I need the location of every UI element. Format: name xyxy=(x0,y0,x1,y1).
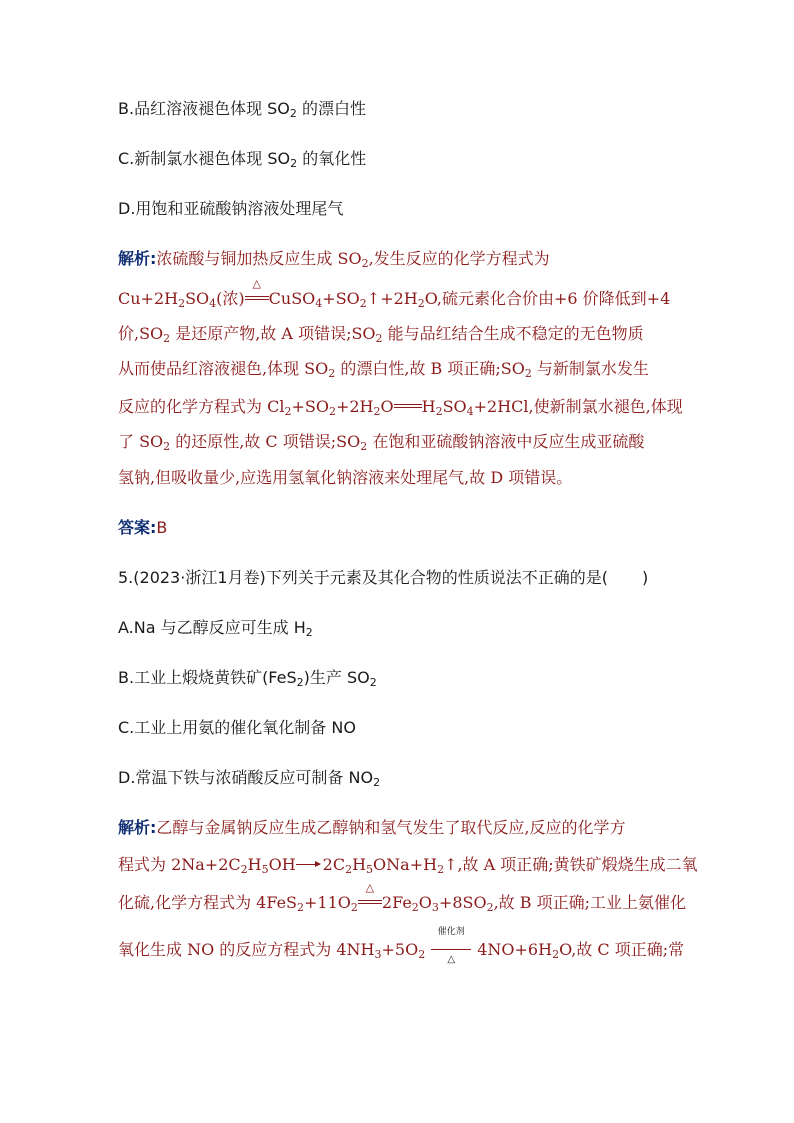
q5-analysis-line-4: 氧化生成 NO 的反应方程式为 $4NH_3+5O_2$ 催化剂 △ $4NO+6H_2O$,故 C 项正确;常 xyxy=(118,927,685,965)
q4-analysis-line-2: $Cu+2H_2SO_4$(浓) △ $CuSO_4+SO_2↑+2H_2O$,硫元素化合价由+6 价降低到+4 xyxy=(118,277,671,310)
q4-answer xyxy=(118,518,167,538)
q5-stem: 5.(2023·浙江1月卷)下列关于元素及其化合物的性质说法不正确的是( ) xyxy=(118,568,649,587)
analysis-label: 解析: xyxy=(118,249,157,268)
q4-option-c xyxy=(118,149,366,169)
q5-option-a: A.Na 与乙醇反应可生成 $H_2$ xyxy=(118,618,313,639)
text: 的漂白性 xyxy=(296,99,366,118)
q4-analysis-line-3: 价$,SO_2$ 是还原产物,故 A 项错误$;SO_2$ 能与品红结合生成不稳定的无色物质 xyxy=(118,324,644,345)
heating-condition: △ xyxy=(358,893,382,913)
subscript: 2 xyxy=(290,157,298,170)
text: 的氧化性 xyxy=(297,149,367,168)
q5-analysis-line-2: 程式为 $2Na+2C_2H_5OH$ $2C_2H_5ONa+H_2↑$,故 A 项正确;黄铁矿煅烧生成二氧 xyxy=(118,855,698,876)
q4-option-b xyxy=(118,99,366,119)
analysis-text: 浓硫酸与铜加热反应生成 $SO_2$,发生反应的化学方程式为 xyxy=(156,249,550,270)
text: C.新制氯水褪色体现 SO xyxy=(118,149,291,168)
text: B.品红溶液褪色体现 SO xyxy=(118,99,290,118)
analysis-label: 解析: xyxy=(118,818,157,837)
text: D.用饱和亚硫酸钠溶液处理尾气 xyxy=(118,199,344,218)
subscript: 2 xyxy=(289,107,297,120)
answer-value: B xyxy=(156,518,168,537)
q4-analysis-line-4: 从而使品红溶液褪色,体现 $SO_2$ 的漂白性,故 B 项正确$;SO_2$ 与新制氯水发生 xyxy=(118,359,649,380)
q5-analysis-line-3: 化硫,化学方程式为 $4FeS_2+11O_2$ △ $2Fe_2O_3+8SO_2$,故 B 项正确;工业上氨催化 xyxy=(118,881,686,914)
catalyst-condition: 催化剂 △ xyxy=(431,940,471,960)
q5-option-d: D.常温下铁与浓硝酸反应可制备 $NO_2$ xyxy=(118,768,381,789)
answer-label: 答案: xyxy=(118,518,157,537)
q4-analysis-line-5: 反应的化学方程式为 $Cl_2+SO_2+2H_2O$ $H_2SO_4+2HCl$,使新制氯水褪色,体现 xyxy=(118,397,683,418)
q5-option-c: C.工业上用氨的催化氧化制备 NO xyxy=(118,718,356,737)
heating-condition: △ xyxy=(245,289,269,309)
analysis-text: 乙醇与金属钠反应生成乙醇钠和氢气发生了取代反应,反应的化学方 xyxy=(156,818,626,837)
equals-sign xyxy=(394,404,422,408)
q4-option-d xyxy=(118,199,343,219)
q4-analysis-line-1 xyxy=(118,249,550,269)
q4-analysis-line-7: 氢钠,但吸收量少,应选用氢氧化钠溶液来处理尾气,故 D 项错误。 xyxy=(118,468,573,487)
q5-analysis-line-1 xyxy=(118,818,626,838)
arrow-icon xyxy=(296,864,320,865)
q4-analysis-line-6: 了 $SO_2$ 的还原性,故 C 项错误$;SO_2$ 在饱和亚硫酸钠溶液中反应生成亚硫酸 xyxy=(118,432,645,453)
q5-option-b: B.工业上煅烧黄铁矿(FeS$_2$)生产 $SO_2$ xyxy=(118,668,377,689)
